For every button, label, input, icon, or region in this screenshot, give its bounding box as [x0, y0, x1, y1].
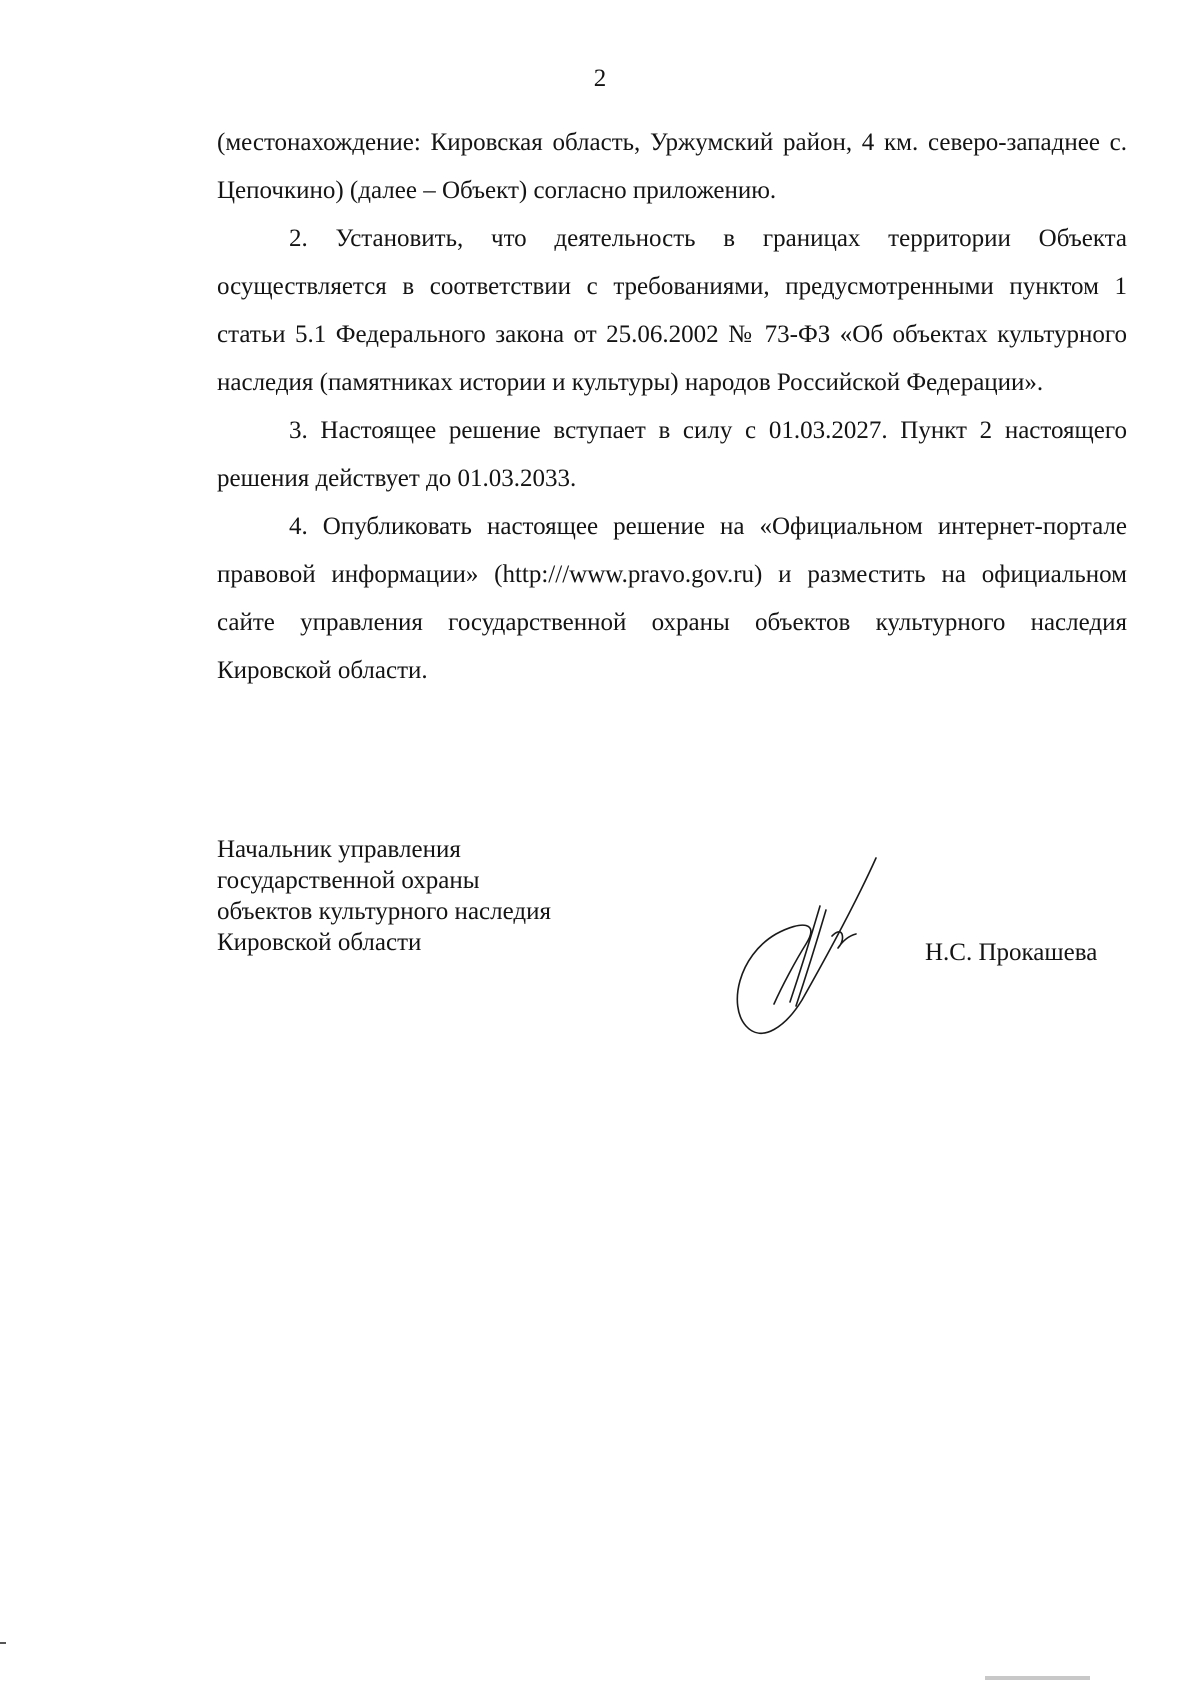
scan-artifact	[0, 1642, 6, 1644]
position-line: государственной охраны	[217, 867, 480, 894]
position-line: объектов культурного наследия	[217, 898, 551, 925]
signer-name: Н.С. Прокашева	[925, 939, 1098, 966]
signatory-position	[217, 834, 677, 958]
paragraph-item-4: 4. Опубликовать настоящее решение на «Официальном интернет-портале правовой информации» (http:///www.pravo.gov.ru) и разместить на официальном сайте управления государственной охраны объектов культурного наследия Кировской области.	[217, 513, 1127, 684]
document-body	[217, 119, 1127, 695]
handwritten-signature	[710, 836, 890, 1036]
page-number: 2	[593, 65, 607, 92]
paragraph-item-2: 2. Установить, что деятельность в границах территории Объекта осуществляется в соответствии с требованиями, предусмотренными пунктом 1 статьи 5.1 Федерального закона от 25.06.2002 № 73-ФЗ «Об объектах культурного наследия (памятниках истории и культуры) народов Российской Федерации».	[217, 225, 1127, 396]
paragraph-item-3: 3. Настоящее решение вступает в силу с 01.03.2027. Пункт 2 настоящего решения действует до 01.03.2033.	[217, 417, 1127, 492]
scan-artifact	[985, 1676, 1090, 1680]
position-line: Кировской области	[217, 929, 422, 956]
position-line: Начальник управления	[217, 836, 461, 863]
paragraph-continuation: (местонахождение: Кировская область, Уржумский район, 4 км. северо-западнее с. Цепочкино) (далее – Объект) согласно приложению.	[217, 129, 1127, 204]
